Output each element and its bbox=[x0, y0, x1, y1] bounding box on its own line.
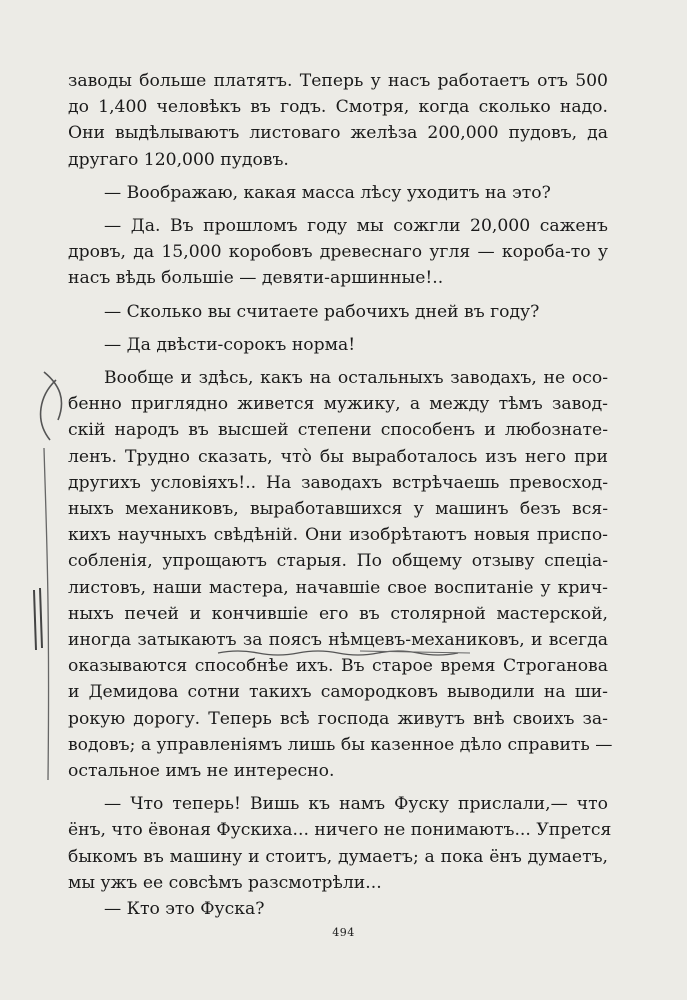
dialogue-line bbox=[68, 896, 608, 922]
text-line: другихъ условіяхъ!.. На заводахъ встрѣчаешь превосход- bbox=[68, 472, 608, 493]
text-line: — Да двѣсти-сорокъ норма! bbox=[104, 334, 356, 355]
text-line: ёнъ, что ёвоная Фускиха... ничего не понимаютъ... Упрется bbox=[68, 820, 612, 841]
text-line: — Сколько вы считаете рабочихъ дней въ году? bbox=[104, 301, 540, 322]
text-line: ныхъ механиковъ, выработавшихся у машинъ безъ вся- bbox=[68, 499, 608, 520]
text-line: ныхъ печей и кончившіе его въ столярной мастерской, bbox=[68, 603, 608, 624]
text-line: остальное имъ не интересно. bbox=[68, 761, 335, 782]
paragraph bbox=[68, 365, 613, 784]
dialogue-line bbox=[68, 332, 608, 358]
pencil-bracket-mark bbox=[41, 372, 62, 440]
text-line: собленія, упрощаютъ старыя. По общему отзыву спеціа- bbox=[68, 551, 608, 572]
page-body-text bbox=[68, 68, 613, 922]
text-line: дровъ, да 15,000 коробовъ древеснаго угля — короба-то у bbox=[68, 242, 608, 263]
dialogue-line bbox=[68, 299, 608, 325]
text-line: — Воображаю, какая масса лѣсу уходитъ на это? bbox=[104, 182, 551, 203]
pencil-vertical-line bbox=[44, 448, 49, 780]
text-line: ленъ. Трудно сказать, чтò бы выработалось изъ него при bbox=[68, 446, 608, 467]
paragraph-continuation bbox=[68, 68, 608, 173]
dialogue-line bbox=[68, 213, 608, 292]
text-line: Вообще и здѣсь, какъ на остальныхъ заводахъ, не осо- bbox=[104, 368, 608, 389]
text-line: другаго 120,000 пудовъ. bbox=[68, 149, 289, 170]
dialogue-line bbox=[68, 180, 608, 206]
dialogue-line bbox=[68, 791, 612, 896]
page-number: 494 bbox=[332, 926, 355, 939]
text-line: быкомъ въ машину и стоитъ, думаетъ; а пока ёнъ думаетъ, bbox=[68, 846, 608, 867]
text-line: водовъ; а управленіямъ лишь бы казенное дѣло справить — bbox=[68, 734, 613, 755]
text-line: мы ужъ ее совсѣмъ разсмотрѣли... bbox=[68, 872, 382, 893]
pencil-double-line bbox=[34, 588, 42, 650]
text-line: — Да. Въ прошломъ году мы сожгли 20,000 саженъ bbox=[104, 216, 608, 237]
text-line: заводы больше платятъ. Теперь у насъ работаетъ отъ 500 bbox=[68, 71, 608, 91]
text-line: — Кто это Фуска? bbox=[104, 899, 265, 920]
text-line: и Демидова сотни такихъ самородковъ выводили на ши- bbox=[68, 682, 608, 703]
text-line: скій народъ въ высшей степени способенъ и любознате- bbox=[68, 420, 608, 441]
text-line: бенно приглядно живется мужику, а между тѣмъ завод- bbox=[68, 394, 608, 415]
text-line: Они выдѣлываютъ листоваго желѣза 200,000 пудовъ, да bbox=[68, 123, 608, 144]
text-line: оказываются способнѣе ихъ. Въ старое время Строганова bbox=[68, 656, 608, 677]
text-line: листовъ, наши мастера, начавшіе свое воспитаніе у крич- bbox=[68, 577, 608, 598]
text-line: насъ вѣдь большіе — девяти-аршинные!.. bbox=[68, 268, 444, 289]
text-line: рокую дорогу. Теперь всѣ господа живутъ внѣ своихъ за- bbox=[68, 708, 608, 729]
text-line: — Что теперь! Вишь къ намъ Фуску прислали,— что bbox=[104, 794, 608, 815]
text-line: иногда затыкаютъ за поясъ нѣмцевъ-механиковъ, и всегда bbox=[68, 630, 608, 651]
text-line: до 1,400 человѣкъ въ годъ. Смотря, когда сколько надо. bbox=[68, 97, 608, 118]
text-line: кихъ научныхъ свѣдѣній. Они изобрѣтаютъ новыя приспо- bbox=[68, 525, 608, 546]
